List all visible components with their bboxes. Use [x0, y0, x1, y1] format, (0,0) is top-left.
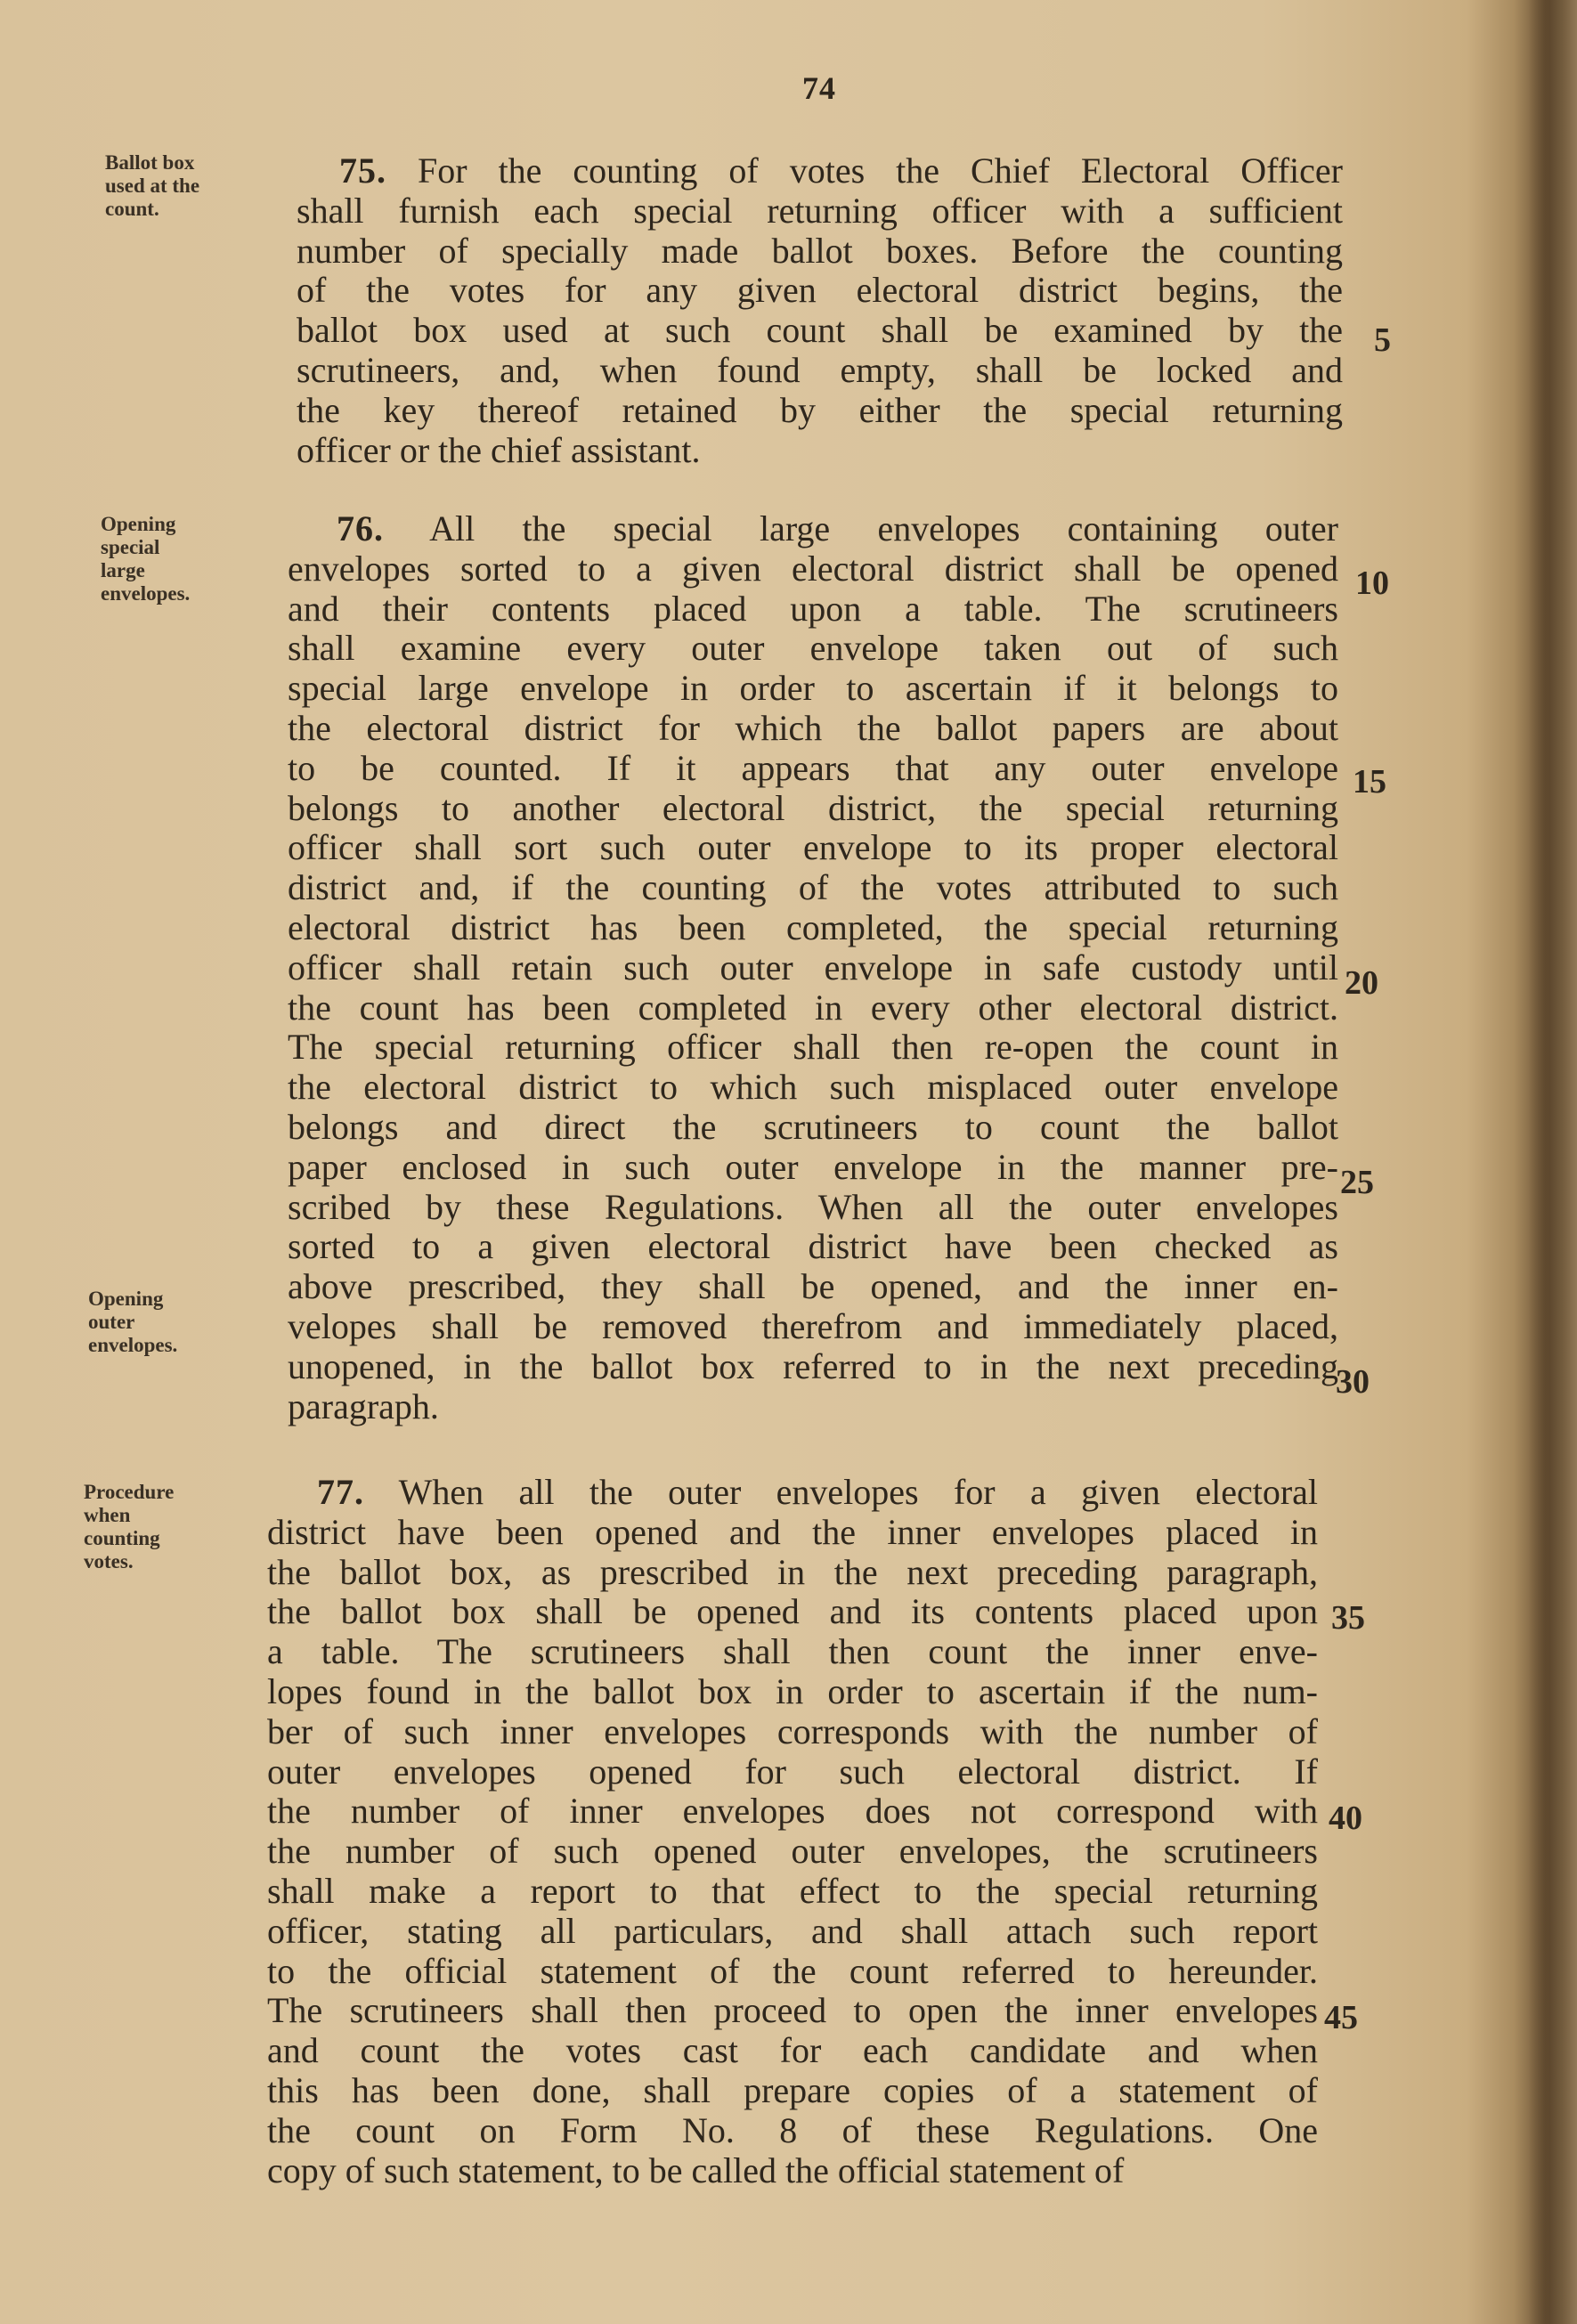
paragraph-line: the key thereof retained by either the special returning: [297, 389, 1343, 430]
paragraph-number: 77.: [317, 1472, 364, 1512]
margin-note-line: Ballot box: [105, 151, 195, 174]
margin-note-line: envelopes.: [88, 1334, 178, 1356]
paragraph-76: [288, 509, 1338, 1426]
paragraph-line: ballot box used at such count shall be examined by the: [297, 310, 1343, 351]
margin-note-line: Opening: [101, 513, 176, 535]
paragraph-line: the count on Form No. 8 of these Regulations. One: [267, 2109, 1318, 2150]
paragraph-line: electoral district has been completed, the special returning: [288, 906, 1338, 947]
paragraph-line: a table. The scrutineers shall then count the inner enve-: [267, 1631, 1318, 1672]
paragraph-line: officer shall sort such outer envelope to its proper electoral: [288, 827, 1338, 868]
line-number: 20: [1345, 964, 1378, 1002]
paragraph-line: ber of such inner envelopes corresponds with the number of: [267, 1710, 1318, 1751]
paragraph-line: the ballot box, as prescribed in the next preceding paragraph,: [267, 1551, 1318, 1592]
paragraph-line: the electoral district to which such misplaced outer envelope: [288, 1067, 1338, 1108]
line-number: 5: [1374, 321, 1391, 359]
paragraph-line: belongs and direct the scrutineers to count the ballot: [288, 1106, 1338, 1147]
paragraph-line: shall make a report to that effect to the special returning: [267, 1870, 1318, 1911]
paragraph-line: and count the votes cast for each candidate and when: [267, 2030, 1318, 2071]
margin-note-line: Opening: [88, 1288, 164, 1310]
margin-note-line: used at the: [105, 175, 200, 197]
paragraph-line: to the official statement of the count referred to hereunder.: [267, 1950, 1318, 1991]
line-number: 40: [1329, 1800, 1362, 1837]
paragraph-line: above prescribed, they shall be opened, and the inner en-: [288, 1266, 1338, 1307]
paragraph-line-text: All the special large envelopes containing outer: [429, 508, 1338, 548]
paragraph-line: officer shall retain such outer envelope in safe custody until: [288, 947, 1338, 987]
paragraph-line: shall furnish each special returning officer with a sufficient: [297, 190, 1343, 231]
paragraph-line: the number of inner envelopes does not correspond with: [267, 1791, 1318, 1832]
line-number: 45: [1324, 1999, 1358, 2036]
margin-note-line: votes.: [84, 1550, 134, 1572]
line-number: 35: [1331, 1599, 1365, 1637]
paragraph-line: belongs to another electoral district, the special returning: [288, 787, 1338, 828]
line-number: 10: [1355, 565, 1389, 602]
margin-note-ballot-box: [105, 151, 199, 221]
paragraph-line: officer or the chief assistant.: [297, 429, 701, 470]
page-number: 74: [802, 70, 836, 106]
margin-note-procedure: [84, 1481, 174, 1573]
paragraph-line: [288, 509, 1338, 549]
paragraph-line: of the votes for any given electoral district begins, the: [297, 270, 1343, 311]
paragraph-line: sorted to a given electoral district have been checked as: [288, 1226, 1338, 1267]
paragraph-line: and their contents placed upon a table. The scrutineers: [288, 588, 1338, 629]
paragraph-line: velopes shall be removed therefrom and immediately placed,: [288, 1305, 1338, 1346]
margin-note-opening-large: [101, 513, 190, 605]
book-gutter-shadow: [1528, 0, 1577, 2324]
margin-note-line: outer: [88, 1311, 135, 1333]
paragraph-line: the number of such opened outer envelopes, the scrutineers: [267, 1831, 1318, 1872]
line-number: 15: [1353, 763, 1386, 800]
margin-note-line: special: [101, 536, 160, 558]
paragraph-line: The scrutineers shall then proceed to open the inner envelopes: [267, 1990, 1318, 2031]
margin-note-line: large: [101, 559, 145, 581]
paragraph-line: [297, 151, 1343, 191]
line-number: 25: [1340, 1164, 1374, 1201]
paragraph-number: 76.: [337, 508, 384, 548]
paragraph-line: district have been opened and the inner envelopes placed in: [267, 1511, 1318, 1552]
margin-note-line: when: [84, 1504, 131, 1526]
paragraph-line: scribed by these Regulations. When all the outer envelopes: [288, 1186, 1338, 1227]
margin-note-line: count.: [105, 198, 159, 220]
margin-note-line: counting: [84, 1527, 160, 1549]
paragraph-line: the ballot box shall be opened and its contents placed upon: [267, 1591, 1318, 1632]
paragraph-line-text: When all the outer envelopes for a given electoral: [398, 1472, 1319, 1512]
margin-note-opening-outer: [88, 1288, 177, 1357]
paragraph-line: special large envelope in order to ascertain if it belongs to: [288, 668, 1338, 709]
paragraph-line: the count has been completed in every other electoral district.: [288, 987, 1338, 1028]
paragraph-line: to be counted. If it appears that any outer envelope: [288, 747, 1338, 788]
paragraph-line: paper enclosed in such outer envelope in the manner pre-: [288, 1146, 1338, 1187]
paragraph-line: this has been done, shall prepare copies of a statement of: [267, 2069, 1318, 2110]
paragraph-line: the electoral district for which the ballot papers are about: [288, 707, 1338, 748]
paragraph-line-text: For the counting of votes the Chief Electoral Officer: [418, 150, 1343, 191]
paragraph-line: officer, stating all particulars, and shall attach such report: [267, 1910, 1318, 1951]
paragraph-line: The special returning officer shall then re-open the count in: [288, 1027, 1338, 1068]
paragraph-line: number of specially made ballot boxes. Before the counting: [297, 230, 1343, 271]
paragraph-line: lopes found in the ballot box in order to ascertain if the num-: [267, 1670, 1318, 1711]
paragraph-line: paragraph.: [288, 1385, 439, 1426]
paragraph-line: envelopes sorted to a given electoral district shall be opened: [288, 548, 1338, 589]
paragraph-line: scrutineers, and, when found empty, shall be locked and: [297, 349, 1343, 390]
paragraph-line: copy of such statement, to be called the official statement of: [267, 2149, 1125, 2190]
line-number: 30: [1336, 1363, 1370, 1401]
paragraph-number: 75.: [339, 150, 386, 191]
paragraph-77: [267, 1473, 1318, 2190]
paragraph-line: district and, if the counting of the votes attributed to such: [288, 867, 1338, 908]
paragraph-line: outer envelopes opened for such electoral district. If: [267, 1751, 1318, 1792]
paragraph-75: [297, 151, 1343, 470]
paragraph-line: unopened, in the ballot box referred to in the next preceding: [288, 1345, 1338, 1386]
paragraph-line: shall examine every outer envelope taken out of such: [288, 628, 1338, 669]
margin-note-line: Procedure: [84, 1481, 175, 1503]
margin-note-line: envelopes.: [101, 582, 191, 605]
paragraph-line: [267, 1473, 1318, 1513]
